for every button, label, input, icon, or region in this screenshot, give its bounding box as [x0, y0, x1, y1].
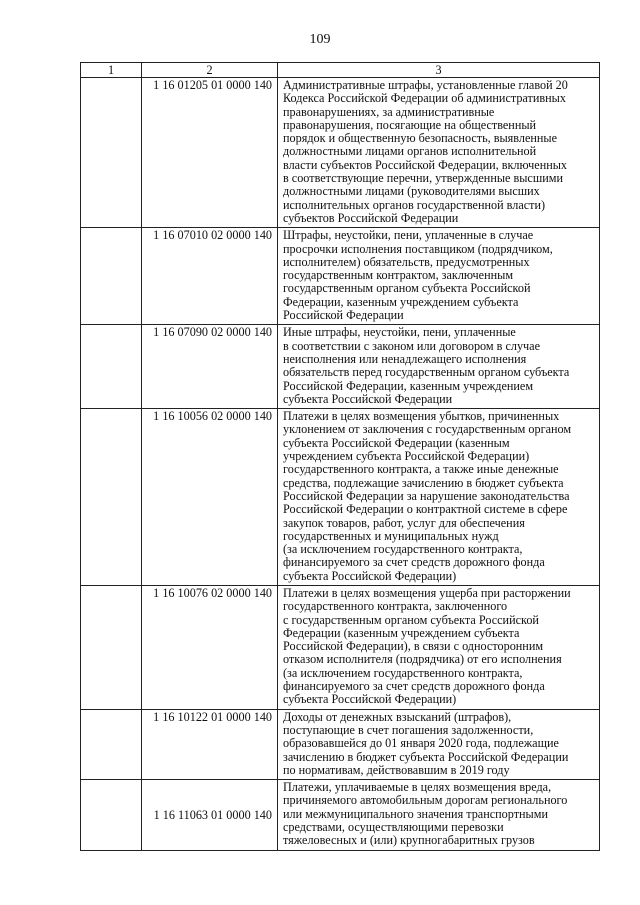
description-line: субъекта Российской Федерации) — [283, 692, 457, 707]
cell-col1 — [81, 409, 142, 586]
description-line: Платежи, уплачиваемые в целях возмещения вреда, — [283, 780, 552, 795]
description — [278, 709, 600, 779]
description-line: средства, подлежащие зачислению в бюджет субъекта — [283, 475, 564, 490]
budget-code: 1 16 10056 02 0000 140 — [142, 409, 278, 586]
description-line: государственным контрактом, заключенным — [283, 268, 514, 283]
description-line: Платежи в целях возмещения ущерба при расторжении — [283, 585, 571, 600]
description-line: отказом исполнителя (подрядчика) от его исполнения — [283, 652, 562, 667]
description-line: власти субъектов Российской Федерации, включенных — [283, 157, 568, 172]
description-line: Доходы от денежных взысканий (штрафов), — [283, 709, 512, 724]
budget-code: 1 16 10122 01 0000 140 — [142, 709, 278, 779]
column-header-1: 1 — [81, 63, 142, 78]
description-line: Платежи в целях возмещения убытков, причиненных — [283, 409, 560, 424]
table-row — [81, 228, 600, 325]
description-line: правонарушения, посягающие на общественный — [283, 117, 537, 132]
description — [278, 585, 600, 709]
description-line: Российской Федерации о контрактной системе в сфере — [283, 502, 568, 517]
description-line: должностными лицами (руководителями высших — [283, 184, 540, 199]
description-line: учреждением субъекта Российской Федерации) — [283, 449, 530, 464]
description-line: правонарушениях, за административные — [283, 104, 495, 119]
column-header-3: 3 — [278, 63, 600, 78]
description — [278, 409, 600, 586]
description-line: государственного контракта, заключенного — [283, 599, 508, 614]
cell-col1 — [81, 325, 142, 409]
description — [278, 780, 600, 850]
table-row — [81, 78, 600, 228]
description-line: зачислению в бюджет субъекта Российской Федерации — [283, 749, 569, 764]
description-line: Российской Федерации за нарушение законодательства — [283, 488, 570, 503]
budget-code: 1 16 01205 01 0000 140 — [142, 78, 278, 228]
description-line: (за исключением государственного контракта, — [283, 542, 523, 557]
table-row — [81, 325, 600, 409]
table-row — [81, 585, 600, 709]
description — [278, 325, 600, 409]
description-line: в соответствующие перечни, утвержденные высшими — [283, 171, 563, 186]
description-line: (за исключением государственного контракта, — [283, 665, 523, 680]
description-line: финансируемого за счет средств дорожного фонда — [283, 555, 545, 570]
description-line: государственных и муниципальных нужд — [283, 528, 499, 543]
description-line: причиняемого автомобильным дорогам регионального — [283, 793, 568, 808]
table-row — [81, 709, 600, 779]
description-line: Федерации, казенным учреждением субъекта — [283, 294, 519, 309]
description-line: субъекта Российской Федерации) — [283, 568, 457, 583]
page-number: 109 — [309, 32, 331, 47]
description-line: средствами, осуществляющими перевозки — [283, 820, 504, 835]
column-header-2: 2 — [142, 63, 278, 78]
table-row — [81, 409, 600, 586]
description-line: Российской Федерации), в связи с односторонним — [283, 639, 544, 654]
description-line: Иные штрафы, неустойки, пени, уплаченные — [283, 325, 516, 340]
budget-code: 1 16 07090 02 0000 140 — [142, 325, 278, 409]
description-line: Штрафы, неустойки, пени, уплаченные в случае — [283, 228, 534, 243]
description-line: с государственным органом субъекта Российской — [283, 612, 539, 627]
description-line: Федерации (казенным учреждением субъекта — [283, 625, 520, 640]
description-line: закупок товаров, работ, услуг для обеспечения — [283, 515, 525, 530]
description-line: или межмуниципального значения транспортными — [283, 806, 548, 821]
description-line: просрочки исполнения поставщиком (подрядчиком, — [283, 241, 553, 256]
cell-col1 — [81, 780, 142, 850]
table-row — [81, 780, 600, 850]
description-line: образовавшейся до 01 января 2020 года, подлежащие — [283, 736, 559, 751]
description-line: тяжеловесных и (или) крупногабаритных грузов — [283, 833, 535, 848]
description-line: субъекта Российской Федерации (казенным — [283, 435, 510, 450]
description — [278, 228, 600, 325]
description-line: Кодекса Российской Федерации об административных — [283, 91, 566, 106]
description-line: Административные штрафы, установленные главой 20 — [283, 78, 568, 92]
budget-code: 1 16 11063 01 0000 140 — [142, 780, 278, 850]
cell-col1 — [81, 78, 142, 228]
description-line: Российской Федерации, казенным учреждением — [283, 378, 534, 393]
description-line: неисполнения или ненадлежащего исполнения — [283, 351, 527, 366]
cell-col1 — [81, 709, 142, 779]
description-line: исполнителем) обязательств, предусмотренных — [283, 254, 530, 269]
description-line: субъекта Российской Федерации — [283, 391, 453, 406]
description-line: по нормативам, действовавшим в 2019 году — [283, 762, 510, 777]
description-line: порядок и общественную безопасность, выявленные — [283, 131, 558, 146]
description-line: исполнительных органов государственной власти) — [283, 197, 546, 212]
description-line: уклонением от заключения с государственным органом — [283, 422, 572, 437]
description — [278, 78, 600, 228]
description-line: финансируемого за счет средств дорожного фонда — [283, 679, 545, 694]
description-line: в соответствии с законом или договором в случае — [283, 338, 541, 353]
description-line: должностными лицами органов исполнительной — [283, 144, 537, 159]
cell-col1 — [81, 228, 142, 325]
description-line: поступающие в счет погашения задолженности, — [283, 722, 534, 737]
header-row — [81, 63, 600, 78]
description-line: государственного контракта, а также иные денежные — [283, 462, 559, 477]
budget-code: 1 16 07010 02 0000 140 — [142, 228, 278, 325]
description-line: обязательств перед государственным органом субъекта — [283, 365, 570, 380]
budget-code: 1 16 10076 02 0000 140 — [142, 585, 278, 709]
cell-col1 — [81, 585, 142, 709]
description-line: субъектов Российской Федерации — [283, 210, 459, 225]
description-line: государственным органом субъекта Российской — [283, 281, 531, 296]
budget-codes-table — [80, 62, 600, 851]
description-line: Российской Федерации — [283, 308, 404, 323]
